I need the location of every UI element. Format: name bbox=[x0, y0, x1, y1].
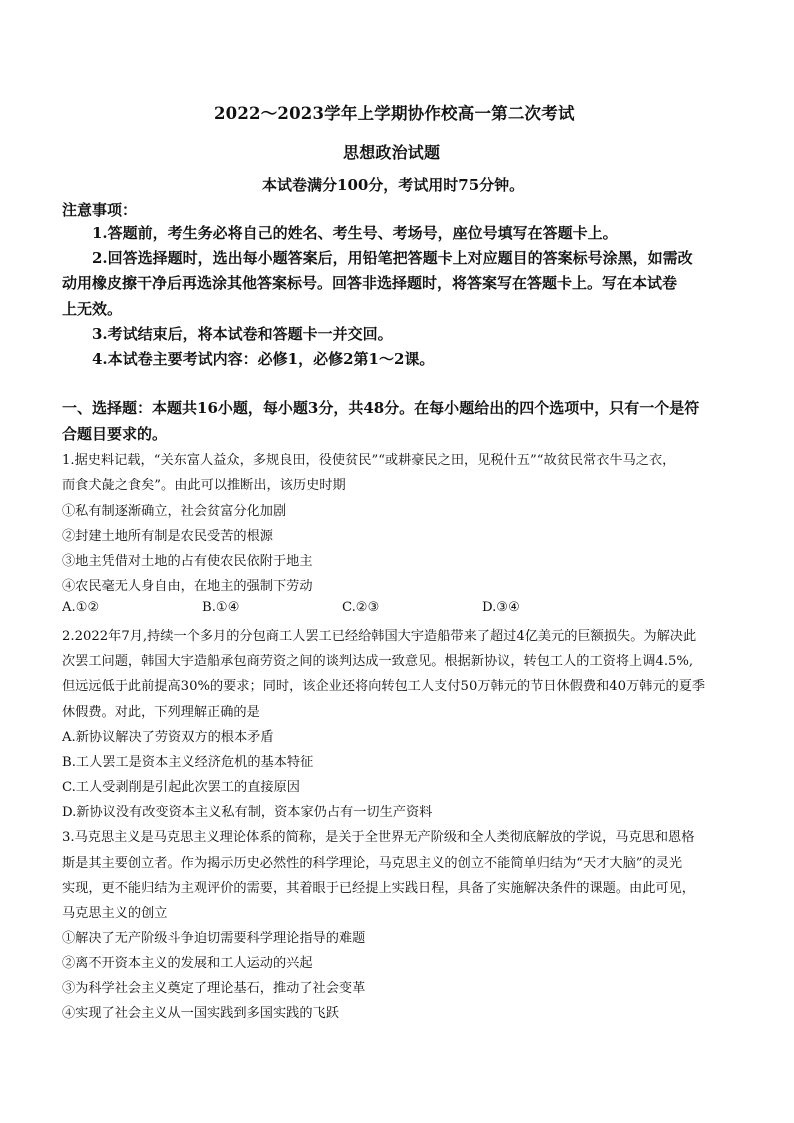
q1-option-b: B.①④ bbox=[202, 600, 240, 615]
q3-item-3: ③为科学社会主义奠定了理论基石，推动了社会变革 bbox=[62, 981, 366, 996]
section-heading-line-2: 合题目要求的。 bbox=[62, 425, 168, 443]
q3-item-2: ②离不开资本主义的发展和工人运动的兴起 bbox=[62, 956, 313, 971]
section-heading-line-1: 一、选择题：本题共16小题，每小题3分，共48分。在每小题给出的四个选项中，只有一个是符 bbox=[62, 399, 700, 417]
q2-stem-line-2: 次罢工问题，韩国大宇造船承包商劳资之间的谈判达成一致意见。根据新协议，转包工人的工资将上调4.5%, bbox=[62, 654, 694, 669]
q1-stem-line-1: 1.据史料记载，“关东富人益众，多规良田，役使贫民”“或耕豪民之田，见税什五”“故贫民常衣牛马之衣， bbox=[62, 453, 676, 468]
q3-stem-line-3: 实现，更不能归结为主观评价的需要，其着眼于已经提上实践日程，具备了实施解决条件的课题。由此可见， bbox=[62, 881, 695, 896]
q2-stem-line-1: 2.2022年7月,持续一个多月的分包商工人罢工已经给韩国大宇造船带来了超过4亿美元的巨额损失。为解决此 bbox=[62, 629, 697, 644]
note-line-3: 动用橡皮擦干净后再选涂其他答案标号。回答非选择题时，将答案写在答题卡上。写在本试卷 bbox=[62, 274, 678, 292]
q3-stem-line-4: 马克思主义的创立 bbox=[62, 906, 168, 921]
q1-option-d: D.③④ bbox=[482, 600, 520, 615]
exam-info: 本试卷满分100分，考试用时75分钟。 bbox=[262, 176, 525, 194]
q3-stem-line-1: 3.马克思主义是马克思主义理论体系的简称，是关于全世界无产阶级和全人类彻底解放的学说，马克思和恩格 bbox=[62, 830, 695, 845]
exam-subject: 思想政治试题 bbox=[343, 143, 441, 162]
q2-stem-line-3: 但远远低于此前提高30%的要求；同时，该企业还将向转包工人支付50万韩元的节日休假费和40万韩元的夏季 bbox=[62, 679, 706, 694]
q1-item-3: ③地主凭借对土地的占有使农民依附于地主 bbox=[62, 554, 313, 569]
q1-option-c: C.②③ bbox=[342, 600, 380, 615]
q3-stem-line-2: 斯是其主要创立者。作为揭示历史必然性的科学理论，马克思主义的创立不能简单归结为“天才大脑”的灵光 bbox=[62, 856, 683, 871]
note-line-6: 4.本试卷主要考试内容：必修1，必修2第1～2课。 bbox=[92, 350, 435, 368]
q1-option-a: A.①② bbox=[62, 600, 100, 615]
note-line-5: 3.考试结束后，将本试卷和答题卡一并交回。 bbox=[92, 325, 393, 343]
q2-stem-line-4: 休假费。对此，下列理解正确的是 bbox=[62, 705, 260, 720]
exam-title: 2022～2023学年上学期协作校高一第二次考试 bbox=[214, 104, 575, 123]
q2-option-a: A.新协议解决了劳资双方的根本矛盾 bbox=[62, 730, 274, 745]
q1-item-2: ②封建土地所有制是农民受苦的根源 bbox=[62, 529, 273, 544]
q2-option-d: D.新协议没有改变资本主义私有制，资本家仍占有一切生产资料 bbox=[62, 805, 433, 820]
notes-heading: 注意事项： bbox=[62, 201, 138, 219]
q3-item-1: ①解决了无产阶级斗争迫切需要科学理论指导的难题 bbox=[62, 931, 366, 946]
note-line-1: 1.答题前，考生务必将自己的姓名、考生号、考场号，座位号填写在答题卡上。 bbox=[92, 224, 618, 242]
q1-item-4: ④农民毫无人身自由，在地主的强制下劳动 bbox=[62, 579, 313, 594]
q2-option-b: B.工人罢工是资本主义经济危机的基本特征 bbox=[62, 755, 314, 770]
q1-stem-line-2: 而食犬彘之食矣”。由此可以推断出，该历史时期 bbox=[62, 478, 346, 493]
note-line-2: 2.回答选择题时，选出每小题答案后，用铅笔把答题卡上对应题目的答案标号涂黑，如需改 bbox=[92, 249, 693, 267]
q1-item-1: ①私有制逐渐确立，社会贫富分化加剧 bbox=[62, 504, 287, 519]
q3-item-4: ④实现了社会主义从一国实践到多国实践的飞跃 bbox=[62, 1006, 339, 1021]
q2-option-c: C.工人受剥削是引起此次罢工的直接原因 bbox=[62, 780, 300, 795]
note-line-4: 上无效。 bbox=[62, 300, 123, 318]
